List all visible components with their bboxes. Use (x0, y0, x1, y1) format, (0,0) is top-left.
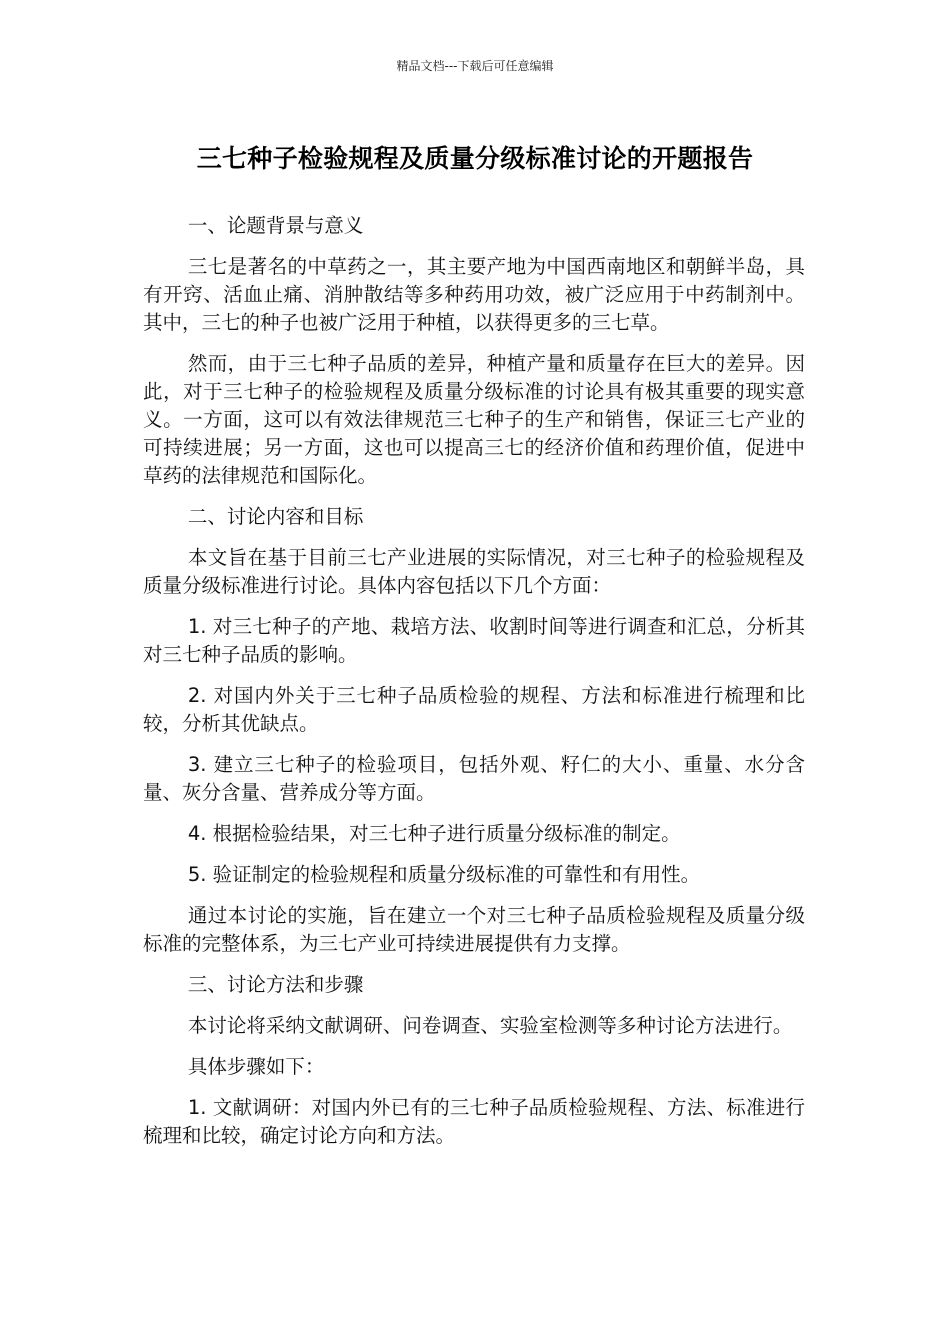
page-header-note: 精品文档---下载后可任意编辑 (396, 59, 554, 73)
list-item-1: 1. 对三七种子的产地、栽培方法、收割时间等进行调查和汇总，分析其对三七种子品质的影响。 (143, 615, 805, 666)
list-item-5: 5. 验证制定的检验规程和质量分级标准的可靠性和有用性。 (187, 863, 701, 886)
section-heading-methods: 三、讨论方法和步骤 (187, 973, 364, 996)
paragraph-methods: 本讨论将采纳文献调研、问卷调查、实验室检测等多种讨论方法进行。 (187, 1014, 793, 1037)
paragraph-content-intro: 本文旨在基于目前三七产业进展的实际情况，对三七种子的检验规程及质量分级标准进行讨论。具体内容包括以下几个方面： (143, 546, 805, 597)
section-heading-background: 一、论题背景与意义 (187, 214, 364, 237)
section-heading-content: 二、讨论内容和目标 (187, 505, 364, 528)
list-item-3: 3. 建立三七种子的检验项目，包括外观、籽仁的大小、重量、水分含量、灰分含量、营养成分等方面。 (143, 753, 805, 804)
paragraph-steps-intro: 具体步骤如下： (187, 1055, 325, 1078)
list-item-4: 4. 根据检验结果，对三七种子进行质量分级标准的制定。 (187, 822, 681, 845)
step-item-1: 1. 文献调研：对国内外已有的三七种子品质检验规程、方法、标准进行梳理和比较，确定讨论方向和方法。 (143, 1096, 805, 1147)
list-item-2: 2. 对国内外关于三七种子品质检验的规程、方法和标准进行梳理和比较，分析其优缺点。 (143, 684, 805, 735)
document-title: 三七种子检验规程及质量分级标准讨论的开题报告 (196, 144, 754, 173)
paragraph-goal: 通过本讨论的实施，旨在建立一个对三七种子品质检验规程及质量分级标准的完整体系，为三七产业可持续进展提供有力支撑。 (143, 904, 805, 955)
paragraph-significance: 然而，由于三七种子品质的差异，种植产量和质量存在巨大的差异。因此，对于三七种子的检验规程及质量分级标准的讨论具有极其重要的现实意义。一方面，这可以有效法律规范三七种子的生产和销售，保证三七产业的可持续进展；另一方面，这也可以提高三七的经济价值和药理价值，促进中草药的法律规范和国际化。 (143, 352, 805, 487)
document-body (143, 212, 805, 1163)
paragraph-intro: 三七是著名的中草药之一，其主要产地为中国西南地区和朝鲜半岛，具有开窍、活血止痛、消肿散结等多种药用功效，被广泛应用于中药制剂中。其中，三七的种子也被广泛用于种植，以获得更多的三七草。 (143, 255, 805, 334)
